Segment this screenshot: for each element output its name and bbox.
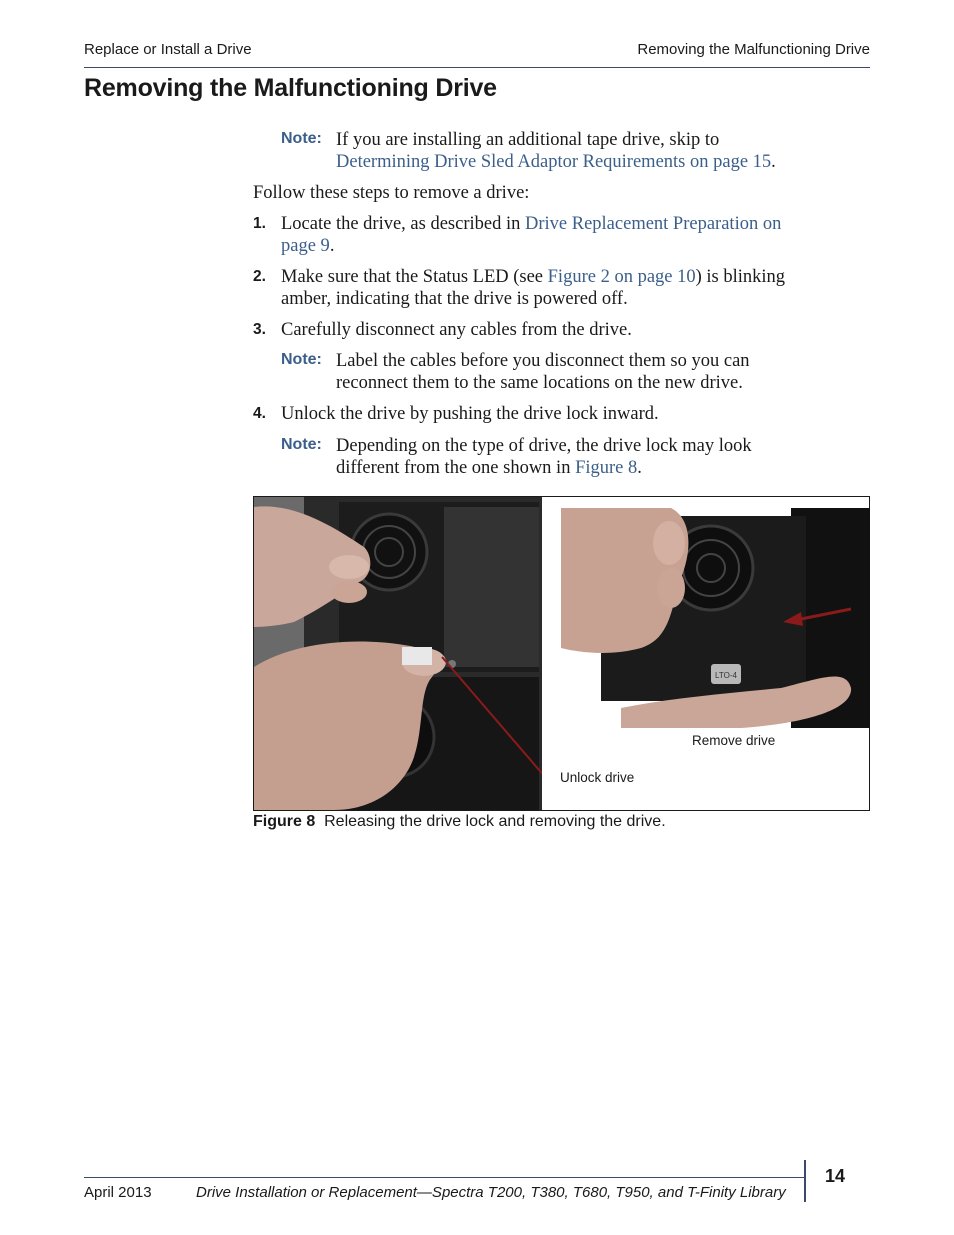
step-number: 2. — [253, 268, 266, 285]
page-title: Removing the Malfunctioning Drive — [84, 74, 497, 102]
step-text: Carefully disconnect any cables from the drive. — [281, 320, 632, 340]
step-text: Unlock the drive by pushing the drive lock inward. — [281, 404, 659, 424]
punctuation: . — [771, 152, 776, 172]
note-text — [336, 350, 750, 394]
step-text — [281, 213, 781, 257]
note-label: Note: — [281, 436, 322, 453]
figure-caption-text: Releasing the drive lock and removing the drive. — [324, 813, 666, 830]
note-label: Note: — [281, 351, 322, 368]
step-text-line: Locate the drive, as described in — [281, 214, 525, 234]
intro-text: Follow these steps to remove a drive: — [253, 183, 530, 203]
header-section-title: Replace or Install a Drive — [84, 41, 252, 58]
step-text — [281, 266, 785, 310]
figure-8 — [253, 496, 870, 811]
punctuation: . — [637, 458, 642, 478]
link-figure-2[interactable]: Figure 2 on page 10 — [547, 267, 696, 287]
note-text-line: different from the one shown in — [336, 458, 576, 478]
punctuation: . — [329, 236, 335, 256]
link-drive-replacement-preparation[interactable]: Drive Replacement Preparation on — [525, 214, 782, 234]
label-remove-drive: Remove drive — [692, 733, 776, 748]
note-text-line: If you are installing an additional tape drive, skip to — [336, 130, 720, 150]
figure-caption — [253, 813, 666, 831]
step-text-line: ) is blinking — [695, 267, 786, 287]
header-divider — [84, 67, 870, 68]
step-number: 3. — [253, 321, 266, 338]
note-text — [336, 435, 752, 479]
link-figure-8[interactable]: Figure 8 — [575, 458, 638, 478]
note-text-line: Depending on the type of drive, the drive lock may look — [336, 436, 752, 456]
note-label: Note: — [281, 130, 322, 147]
label-unlock-drive: Unlock drive — [560, 770, 635, 785]
photo-remove-drive — [561, 508, 870, 728]
note-text-line: reconnect them to the same locations on the new drive. — [336, 373, 743, 393]
note-text — [336, 129, 776, 173]
footer-divider — [84, 1177, 806, 1178]
photo-unlock-drive — [254, 497, 542, 810]
footer-date: April 2013 — [84, 1184, 152, 1201]
figure-caption-number: Figure 8 — [253, 813, 316, 830]
step-text-line: amber, indicating that the drive is powered off. — [281, 289, 628, 309]
drive-badge: LTO-4 — [715, 671, 737, 680]
footer-page-bar — [804, 1160, 806, 1202]
note-text-line: Label the cables before you disconnect them so you can — [336, 351, 750, 371]
header-page-topic: Removing the Malfunctioning Drive — [637, 41, 870, 58]
link-sled-adaptor-requirements[interactable]: Determining Drive Sled Adaptor Requirements on page 15 — [336, 152, 772, 172]
page-number: 14 — [825, 1166, 846, 1186]
link-page-9[interactable]: page 9 — [281, 236, 330, 256]
step-text-line: Make sure that the Status LED (see — [281, 267, 548, 287]
step-number: 4. — [253, 405, 266, 422]
footer-document-title: Drive Installation or Replacement—Spectra T200, T380, T680, T950, and T-Finity Library — [196, 1184, 786, 1201]
step-number: 1. — [253, 215, 266, 232]
